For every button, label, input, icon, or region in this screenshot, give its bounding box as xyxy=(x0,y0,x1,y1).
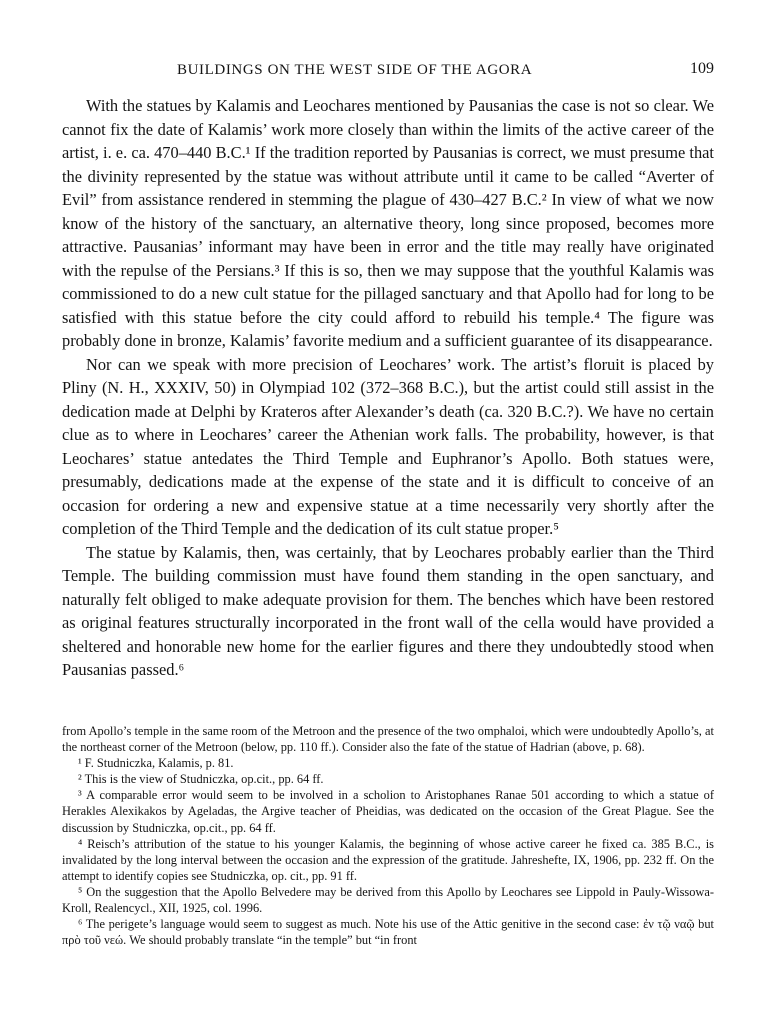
running-title: BUILDINGS ON THE WEST SIDE OF THE AGORA xyxy=(177,62,533,78)
body-paragraph: The statue by Kalamis, then, was certainly, that by Leochares probably earlier than the Third Temple. The building commission must have found them standing in the open sanctuary, and naturally felt obliged to make adequate provision for them. The benches which have been restored as original features structurally incorporated in the front wall of the cella would have provided a sheltered and honorable new home for the earlier figures and there they undoubtedly stood when Pausanias passed.⁶ xyxy=(62,542,714,679)
footnotes xyxy=(62,723,714,948)
footnote: ⁵ On the suggestion that the Apollo Belvedere may be derived from this Apollo by Leochares see Lippold in Pauly-Wissowa-Kroll, Realencycl., XII, 1925, col. 1996. xyxy=(62,884,714,916)
footnote-continuation: from Apollo’s temple in the same room of the Metroon and the presence of the two omphaloi, which were undoubtedly Apollo’s, at the northeast corner of the Metroon (below, pp. 110 ff.). Consider also the fate of the statue of Hadrian (above, p. 68). xyxy=(62,724,714,755)
footnote: ⁴ Reisch’s attribution of the statue to his younger Kalamis, the beginning of whose active career he fixed ca. 385 B.C., is invalidated by the long interval between the occasion and the expression of the gratitude. Jahreshefte, IX, 1906, pp. 232 ff. On the attempt to identify copies see Studniczka, op. cit., pp. 91 ff. xyxy=(62,836,714,883)
footnote: ¹ F. Studniczka, Kalamis, p. 81. xyxy=(78,756,234,771)
footnote: ⁶ The perigete’s language would seem to suggest as much. Note his use of the Attic genitive in the second case: ἐν τῷ ναῷ but πρὸ τοῦ νεώ. We should probably translate “in the temple” but “in front xyxy=(62,917,714,948)
main-text xyxy=(62,94,714,682)
page-number: 109 xyxy=(690,60,714,77)
footnote: ³ A comparable error would seem to be involved in a scholion to Aristophanes Ranae 501 according to which a statue of Herakles Alexikakos by Ageladas, the Argive teacher of Pheidias, was dedicated on the occasion of the Great Plague. See the discussion by Studniczka, op.cit., pp. 64 ff. xyxy=(62,788,714,835)
body-paragraph: With the statues by Kalamis and Leochares mentioned by Pausanias the case is not so clear. We cannot fix the date of Kalamis’ work more closely than within the limits of the active career of the artist, i. e. ca. 470–440 B.C.¹ If the tradition reported by Pausanias is correct, we must presume that the divinity represented by the statue was without attribute until it came to be called “Averter of Evil” from assistance rendered in stemming the plague of 430–427 B.C.² In view of what we now know of the history of the sanctuary, an alternative theory, long since proposed, becomes more attractive. Pausanias’ informant may have been in error and the title may really have originated with the repulse of the Persians.³ If this is so, then we may suppose that the youthful Kalamis was commissioned to do a new cult statue for the pillaged sanctuary and that Apollo had for long to be satisfied with this statue before the city could afford to rebuild his temple.⁴ The figure was probably done in bronze, Kalamis’ favorite medium and a sufficient guarantee of its disappearance. xyxy=(62,96,714,350)
body-paragraph: Nor can we speak with more precision of Leochares’ work. The artist’s floruit is placed by Pliny (N. H., XXXIV, 50) in Olympiad 102 (372–368 B.C.), but the artist could still assist in the dedication made at Delphi by Krateros after Alexander’s death (ca. 320 B.C.?). We have no certain clue as to where in Leochares’ career the Athenian work falls. The probability, however, is that Leochares’ statue antedates the Third Temple and Euphranor’s Apollo. Both statues were, presumably, dedications made at the expense of the state and it is difficult to conceive of an occasion for ordering a new and expensive statue at a time necessarily very shortly after the completion of the Third Temple and the dedication of its cult statue proper.⁵ xyxy=(62,354,714,538)
footnote: ² This is the view of Studniczka, op.cit., pp. 64 ff. xyxy=(78,772,324,787)
running-header xyxy=(62,60,714,82)
